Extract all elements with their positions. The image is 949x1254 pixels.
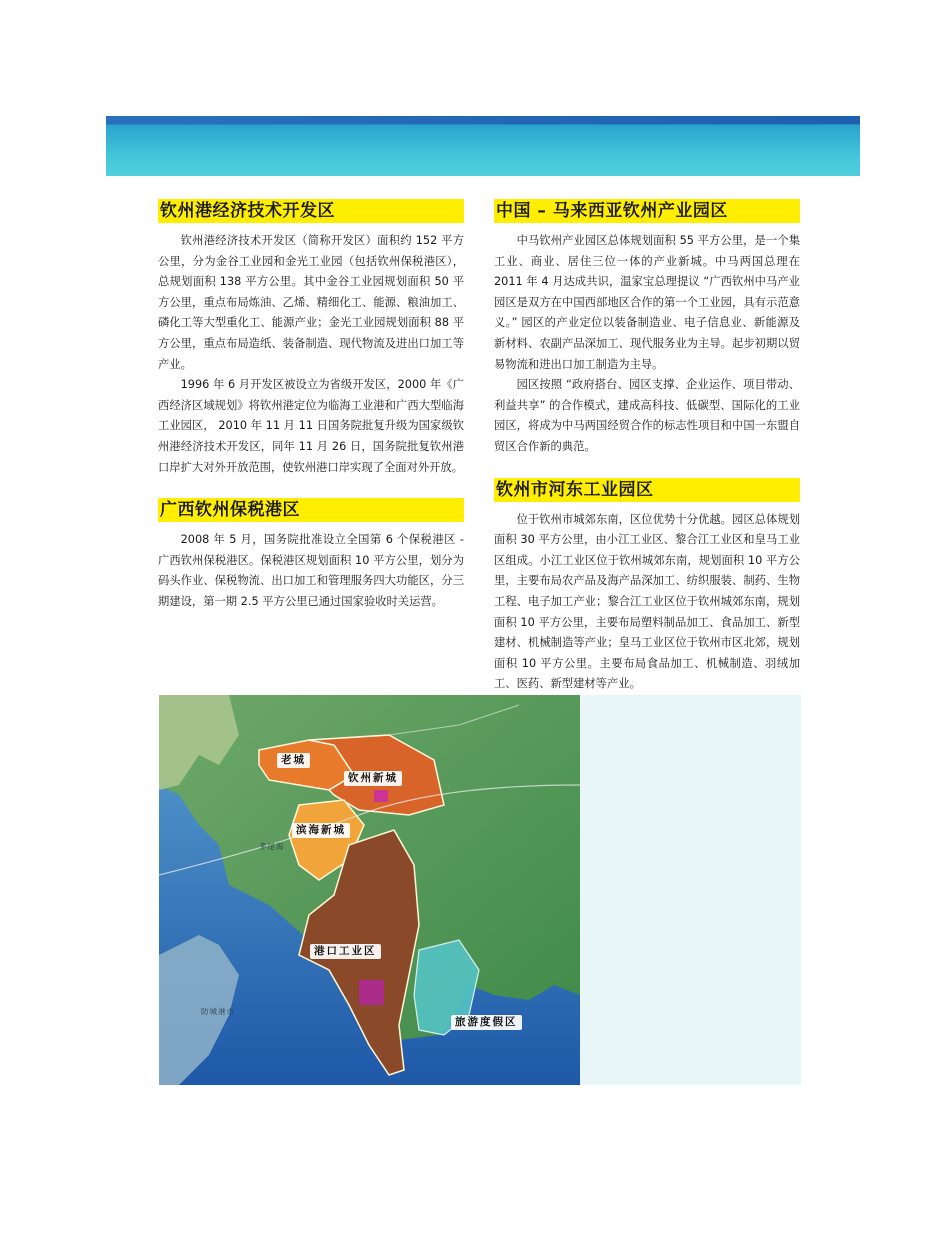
map-label-tourism: 旅游度假区 [451, 1015, 522, 1030]
map-label-shore: 茅尾海 [259, 842, 285, 851]
map-panel [159, 695, 801, 1085]
header-banner [106, 116, 860, 176]
paragraph: 钦州港经济技术开发区（简称开发区）面积约 152 平方公里，分为金谷工业园和金光工业园（包括钦州保税港区），总规划面积 138 平方公里。其中金谷工业园规划面积 50 平方公里，重点布局炼油、乙烯、精细化工、能源、粮油加工、磷化工等大型重化工、能源产业；金光工业园规划面积 88 平方公里，重点布局造纸、装备制造、现代物流及进出口加工等产业。 [158, 234, 464, 371]
industrial-block [374, 790, 388, 802]
paragraph: 2008 年 5 月，国务院批准设立全国第 6 个保税港区 - 广西钦州保税港区。保税港区规划面积 10 平方公里，划分为码头作业、保税物流、出口加工和管理服务四大功能区，分三期建设，第一期 2.5 平方公里已通过国家验收时关运营。 [158, 533, 464, 608]
right-column [494, 199, 800, 695]
section-title-bonded-port: 广西钦州保税港区 [158, 498, 464, 522]
left-column [158, 199, 464, 613]
paragraph: 位于钦州市城郊东南，区位优势十分优越。园区总体规划面积 30 平方公里，由小江工业区、黎合江工业区和皇马工业区组成。小江工业区位于钦州城郊东南，规划面积 10 平方公里，主要布局农产品及海产品深加工、纺织服装、制药、生物工程、电子加工产业；黎合江工业区位于钦州城郊东南，规划面积 10 平方公里，主要布局塑料制品加工、食品加工、新型建材、机械制造等产业；皇马工业区位于钦州市区北郊，规划面积 10 平方公里。主要布局食品加工、机械制造、羽绒加工、医药、新型建材等产业。 [494, 512, 800, 691]
paragraph: 园区按照 “政府搭台、园区支撑、企业运作、项目带动、利益共享” 的合作模式，建成高科技、低碳型、国际化的工业园区，将成为中马两国经贸合作的标志性项目和中国一东盟自贸区合作新的典范。 [494, 378, 800, 453]
industrial-block [359, 980, 384, 1005]
map-label-new-city: 钦州新城 [344, 771, 402, 786]
section-title-china-malaysia-park: 中国 – 马来西亚钦州产业园区 [494, 199, 800, 223]
map-label-port: 港口工业区 [310, 944, 381, 959]
paragraph: 1996 年 6 月开发区被设立为省级开发区，2000 年《广西经济区域规划》将钦州港定位为临海工业港和广西大型临海工业园区， 2010 年 11 月 11 日国务院批复升级为国家级钦州港经济技术开发区，同年 11 月 26 日，国务院批复钦州港口岸扩大对外开放范围，使钦州港口岸实现了全面对外开放。 [158, 378, 464, 474]
paragraph: 中马钦州产业园区总体规划面积 55 平方公里，是一个集工业、商业、居住三位一体的产业新城。中马两国总理在 2011 年 4 月达成共识，温家宝总理提议 “广西钦州中马产业园区是双方在中国西部地区合作的第一个工业园，具有示范意义。” 园区的产业定位以装备制造业、电子信息业、新能源及新材料、农副产品深加工、现代服务业为主导。起步初期以贸易物流和进出口加工制造为主导。 [494, 234, 800, 371]
map-label-fangcheng: 防城港市 [201, 1007, 235, 1016]
map-label-old-city: 老城 [277, 753, 310, 768]
section-title-qinzhou-port-zone: 钦州港经济技术开发区 [158, 199, 464, 223]
map-label-binhai: 滨海新城 [292, 823, 350, 838]
section-title-hedong-park: 钦州市河东工业园区 [494, 478, 800, 502]
